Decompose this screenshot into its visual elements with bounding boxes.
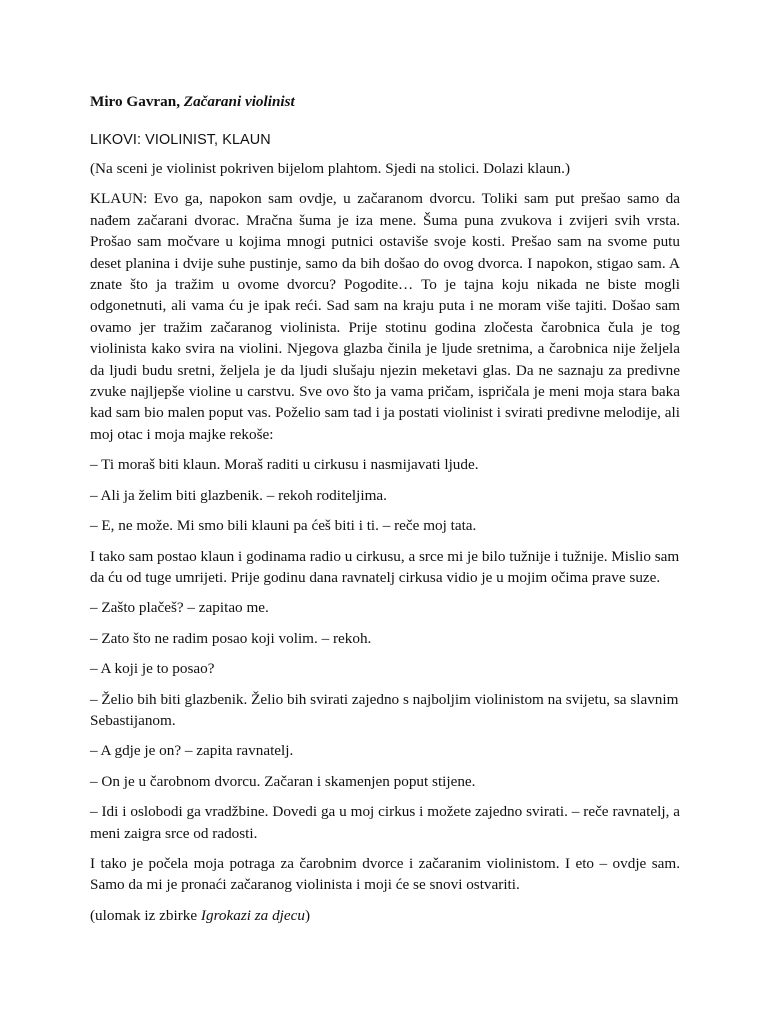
dialogue-line: – A gdje je on? – zapita ravnatelj. bbox=[90, 742, 294, 760]
klaun-monologue: KLAUN: Evo ga, napokon sam ovdje, u začaranom dvorcu. Toliki sam put prešao samo da nađem začarani dvorac. Mračna šuma je iza mene. Šuma puna zvukova i zvijeri svih vrsta. Prošao sam močvare u kojima mnogi putnici ostaviše svoje kosti. Prešao sam na svome putu deset planina i dvije suhe pustinje, samo da bih došao do ovog dvorca. I napokon, stigao sam. A znate što ja tražim u ovome dvorcu? Pogodite… To je tajna koju nikada ne biste mogli odgonetnuti, ali vama ću je ipak reći. Sad sam na kraju puta i ne moram više tajiti. Došao sam ovamo jer tražim začaranog violinista. Prije stotinu godina zločesta čarobnica čula je tog violinista kako svira na violini. Njegova glazba činila je ljude sretnima, a čarobnica nije željela da ljudi budu sretni, željela je da ljudi slušaju njezin meketavi glas. Da ne saznaju za predivne zvuke najljepše violine u carstvu. Sve ovo što ja vama pričam, ispričala je meni moja stara baka kad sam bio malen poput vas. Poželio sam tad i ja postati violinist i svirati predivne melodije, ali moj otac i moja majke rekoše: bbox=[90, 190, 680, 443]
dialogue-line: – Idi i oslobodi ga vradžbine. Dovedi ga u moj cirkus i možete zajedno svirati. – reče ravnatelj, a meni zaigra srce od radosti. bbox=[90, 803, 680, 842]
narrative-paragraph: I tako sam postao klaun i godinama radio u cirkusu, a srce mi je bilo tužnije i tužnije. Mislio sam da ću od tuge umrijeti. Prije godinu dana ravnatelj cirkusa vidio je u mojim očima prave suze. bbox=[90, 547, 680, 586]
dialogue-line: – Ali ja želim biti glazbenik. – rekoh roditeljima. bbox=[90, 486, 387, 504]
dialogue-line: – E, ne može. Mi smo bili klauni pa ćeš biti i ti. – reče moj tata. bbox=[90, 517, 477, 535]
source-prefix: (ulomak iz zbirke bbox=[90, 906, 201, 924]
dialogue-line: – Želio bih biti glazbenik. Želio bih svirati zajedno s najboljim violinistom na svijetu, sa slavnim Sebastijanom. bbox=[90, 690, 679, 729]
document-page bbox=[90, 90, 680, 935]
characters-line: LIKOVI: VIOLINIST, KLAUN bbox=[90, 132, 271, 148]
work-title: Začarani violinist bbox=[183, 93, 295, 110]
dialogue-line: – Zašto plačeš? – zapitao me. bbox=[90, 599, 269, 617]
dialogue-line: – On je u čarobnom dvorcu. Začaran i skamenjen poput stijene. bbox=[90, 772, 476, 790]
source-note bbox=[90, 905, 680, 926]
stage-direction: (Na sceni je violinist pokriven bijelom plahtom. Sjedi na stolici. Dolazi klaun.) bbox=[90, 160, 571, 177]
narrative-paragraph: I tako je počela moja potraga za čarobnim dvorce i začaranim violinistom. I eto – ovdje sam. Samo da mi je pronaći začaranog violinista i moji će se snovi ostvariti. bbox=[90, 854, 680, 894]
dialogue-line: – A koji je to posao? bbox=[90, 660, 215, 678]
dialogue-line: – Zato što ne radim posao koji volim. – rekoh. bbox=[90, 629, 372, 647]
dialogue-line: – Ti moraš biti klaun. Moraš raditi u cirkusu i nasmijavati ljude. bbox=[90, 456, 479, 474]
document-title bbox=[90, 90, 680, 113]
source-suffix: ) bbox=[304, 906, 311, 924]
source-book-title: Igrokazi za djecu bbox=[200, 906, 305, 924]
author-name: Miro Gavran, bbox=[90, 93, 184, 110]
